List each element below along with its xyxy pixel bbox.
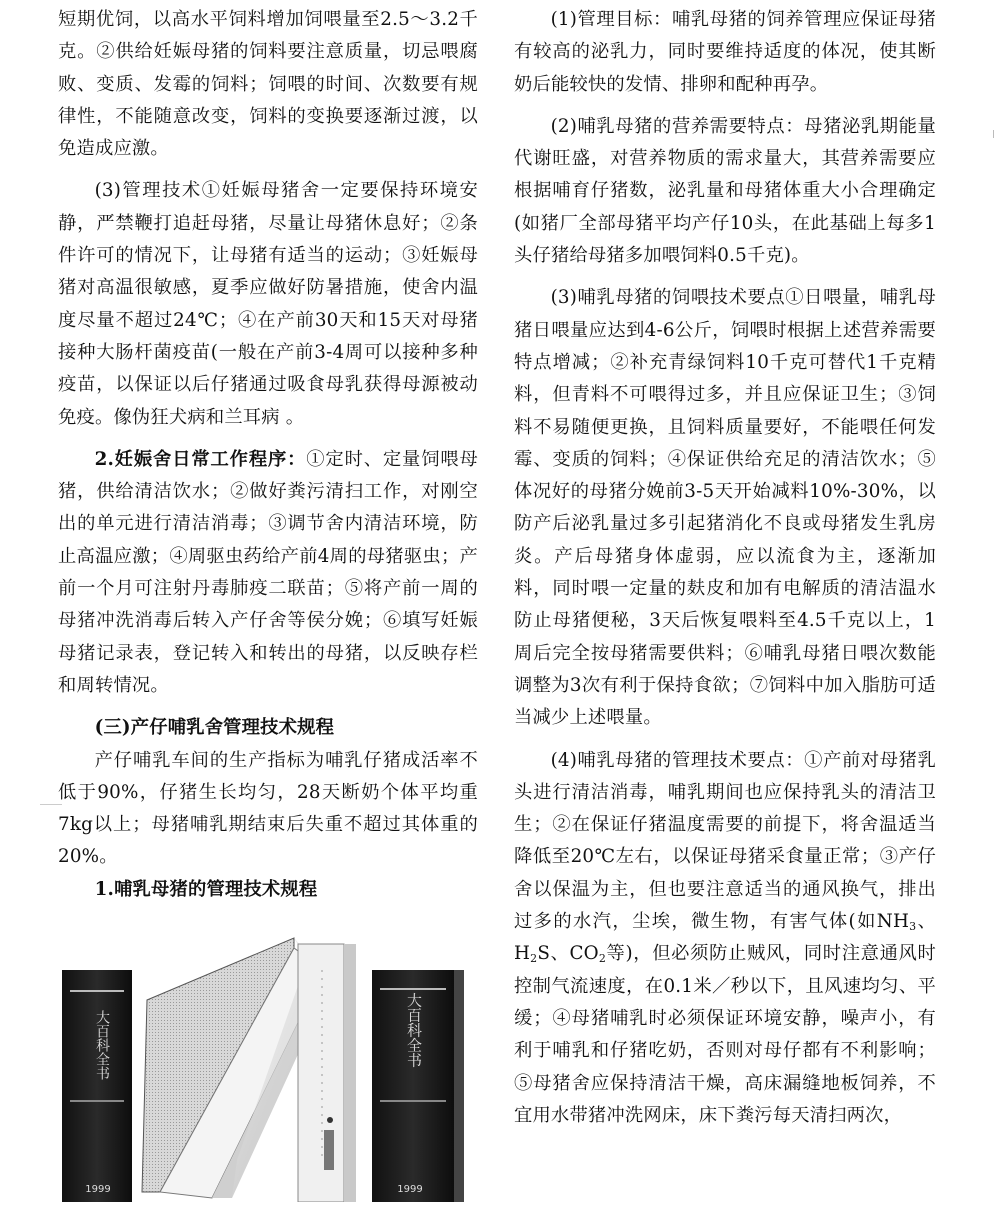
section-heading-farrowing: (三)产仔哺乳舍管理技术规程 [94, 717, 335, 739]
book-right-title: 大百科全书 [405, 992, 423, 1068]
paragraph-management-goal: (1)管理目标：哺乳母猪的饲养管理应保证母猪有较高的泌乳力，同时要维持适度的体况，使其断奶后能较快的发情、排卵和配种再孕。 [514, 9, 936, 95]
subscript: 2 [530, 952, 538, 966]
subscript: 2 [598, 952, 607, 966]
daily-procedure-body: ①定时、定量饲喂母猪，供给清洁饮水；②做好粪污清扫工作，对刚空出的单元进行清洁消毒；③调节舍内清洁环境，防止高温应激；④周驱虫药给产前4周的母猪驱虫；产前一个月可注射丹毒肺疫二联苗；⑤将产前一周的母猪冲洗消毒后转入产仔舍等侯分娩；⑥填写妊娠母猪记录表，登记转入和转出的母猪，以反映存栏和周转情况。 [58, 448, 478, 696]
subscript: 3 [909, 920, 917, 934]
paragraph-daily-procedure [58, 444, 478, 702]
paragraph-feeding-tech: (3)哺乳母猪的饲喂技术要点①日喂量，哺乳母猪日喂量应达到4-6公斤，饲喂时根据上述营养需要特点增减；②补充青绿饲料10千克可替代1千克精料，但青料不可喂得过多，并且应保证卫生；③饲料不易随便更换，且饲料质量要好，不能喂任何发霉、变质的饲料；④保证供给充足的清洁饮水；⑤体况好的母猪分娩前3-5天开始减料10%-30%，以防产后泌乳量过多引起猪消化不良或母猪发生乳房炎。产后母猪身体虚弱，应以流食为主，逐渐加料，同时喂一定量的麸皮和加有电解质的清洁温水防止母猪便秘，3天后恢复喂料至4.5千克以上，1周后完全按母猪需要供料；⑥哺乳母猪日喂次数能调整为3次有利于保持食欲；⑦饲料中加入脂肪可适当减少上述喂量。 [514, 287, 936, 729]
paragraph-nutrition-needs: (2)哺乳母猪的营养需要特点：母猪泌乳期能量代谢旺盛，对营养物质的需求量大，其营养需要应根据哺育仔猪数，泌乳量和母猪体重大小合理确定(如猪厂全部母猪平均产仔10头，在此基础上每多1头仔猪给母猪多加喂饲料0.5千克)。 [514, 115, 936, 267]
right-column [514, 4, 936, 1132]
paragraph-production-targets: 产仔哺乳车间的生产指标为哺乳仔猪成活率不低于90%，仔猪生长均匀，28天断奶个体平均重7kg以上；母猪哺乳期结束后失重不超过其体重的20%。 [58, 749, 478, 868]
left-column [58, 4, 478, 906]
subsection-heading-lactating-sow: 1.哺乳母猪的管理技术规程 [94, 878, 318, 900]
books-photo [62, 930, 478, 1202]
book-left-title: 大百科全书 [94, 1010, 110, 1080]
book-right-year: 1999 [397, 1184, 423, 1195]
daily-procedure-heading: 2.妊娠舍日常工作程序： [94, 448, 307, 470]
paragraph-management-tech: (3)管理技术①妊娠母猪舍一定要保持环境安静，严禁鞭打追赶母猪，尽量让母猪休息好；②条件许可的情况下，让母猪有适当的运动；③妊娠母猪对高温很敏感，夏季应做好防暑措施，使舍内温度尽量不超过24℃；④在产前30天和15天对母猪接种大肠杆菌疫苗(一般在产前3-4周可以接种多种疫苗，以保证以后仔猪通过吸食母乳获得母源被动免疫。像伪狂犬病和兰耳病 。 [58, 180, 478, 428]
book-left-year: 1999 [85, 1184, 111, 1195]
paragraph-feeding-cont: 短期优饲，以高水平饲料增加饲喂量至2.5～3.2千克。②供给妊娠母猪的饲料要注意质量，切忌喂腐败、变质、发霉的饲料；饲喂的时间、次数要有规律性，不能随意改变，饲料的变换要逐渐过渡，以免造成应激。 [58, 9, 478, 160]
paragraph-management-points: (4)哺乳母猪的管理技术要点：①产前对母猪乳头进行清洁消毒，哺乳期间也应保持乳头的清洁卫生；②在保证仔猪温度需要的前提下，将舍温适当降低至20℃左右，以保证母猪采食量正常；③产仔舍以保温为主，但也要注意适当的通风换气，排出过多的水汽，尘埃，微生物，有害气体(如$NH_3$、$H_2S$、$CO_2$等)，但必须防止贼风，同时注意通风时控制气流速度，在0.1米／秒以下，且风速均匀、平缓；④母猪哺乳时必须保证环境安静，噪声小，有利于哺乳和仔猪吃奶，否则对母仔都有不利影响；⑤母猪舍应保持清洁干燥，高床漏缝地板饲养，不宜用水带猪冲洗网床，床下粪污每天清扫两次， [514, 749, 936, 1126]
edge-mark [993, 130, 994, 138]
book-spine-left [62, 970, 132, 1202]
book-standing [298, 944, 344, 1202]
